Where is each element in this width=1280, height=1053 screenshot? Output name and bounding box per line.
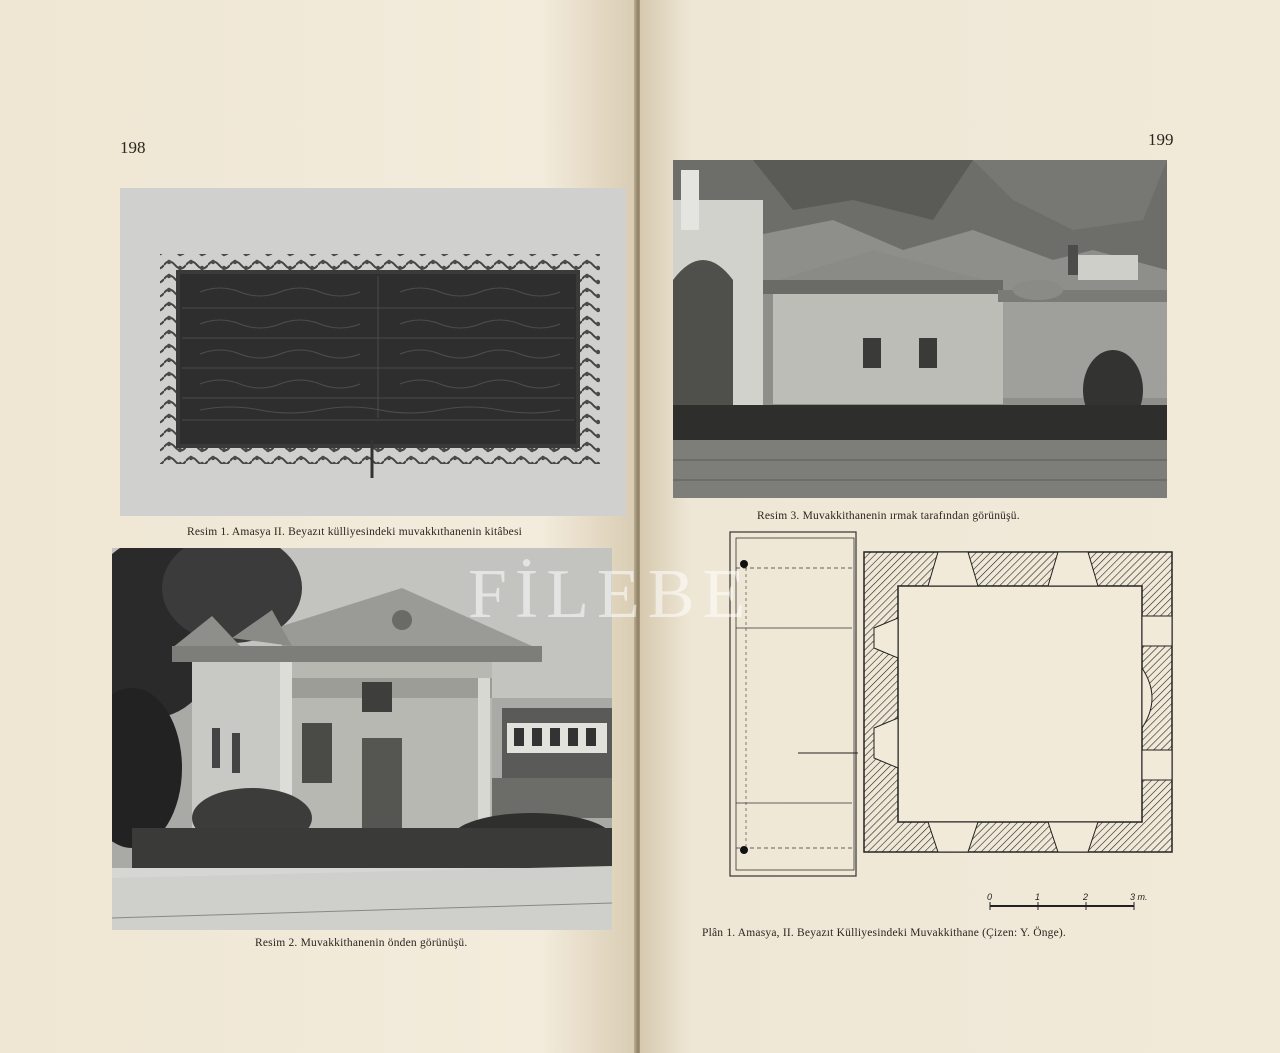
- left-page: [0, 0, 636, 1053]
- building-river-photo: [673, 160, 1167, 498]
- scale-label-1: 1: [1035, 892, 1041, 902]
- plan-caption: Plân 1. Amasya, II. Beyazıt Külliyesindeki Muvakkithane (Çizen: Y. Önge).: [702, 927, 1067, 939]
- page-number-199: 199: [1148, 130, 1174, 149]
- figure3-caption: Resim 3. Muvakkithanenin ırmak tarafından görünüşü.: [757, 510, 1020, 522]
- scale-label-2: 2: [1083, 892, 1089, 902]
- page-number-198: 198: [120, 138, 146, 157]
- figure1-caption: Resim 1. Amasya II. Beyazıt külliyesindeki muvakkıthanenin kitâbesi: [187, 526, 523, 538]
- scale-label-0: 0: [987, 892, 993, 902]
- figure2-caption: Resim 2. Muvakkithanenin önden görünüşü.: [255, 937, 468, 949]
- watermark-text: FİLEBE: [468, 556, 754, 633]
- inscription-photo: [120, 188, 626, 516]
- scale-label-3: 3 m.: [1130, 892, 1148, 902]
- right-page: [640, 0, 1280, 1053]
